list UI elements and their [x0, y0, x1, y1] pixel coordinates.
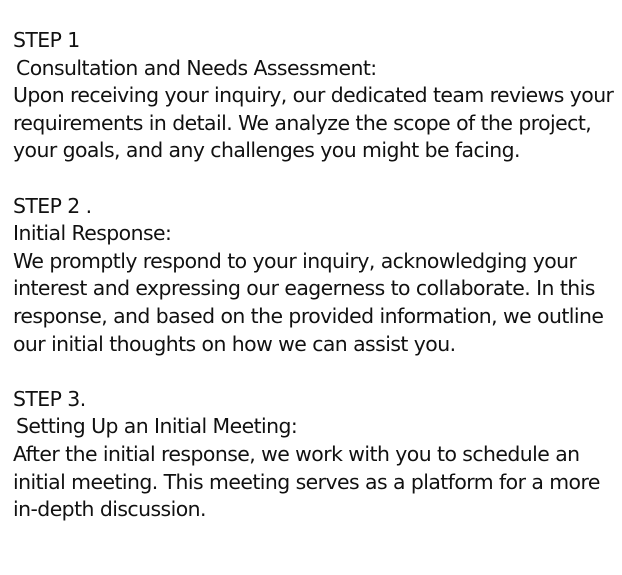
- step-2-body: We promptly respond to your inquiry, acknowledging your interest and expressing our eagerness to collaborate. In this response, and based on the provided information, we outline our initial thoughts on how we can assist you.: [13, 248, 604, 356]
- step-3-section: [13, 386, 618, 524]
- step-1-heading: STEP 1: [13, 28, 80, 52]
- process-steps-document: [13, 27, 618, 524]
- step-1-title: Consultation and Needs Assessment:: [16, 55, 377, 80]
- step-2-section: [13, 193, 618, 359]
- step-3-title: Setting Up an Initial Meeting:: [16, 414, 298, 439]
- step-3-heading: STEP 3.: [13, 386, 86, 411]
- step-2-title: Initial Response:: [13, 221, 172, 246]
- step-2-heading: STEP 2 .: [13, 193, 92, 218]
- step-3-body: After the initial response, we work with you to schedule an initial meeting. This meeting serves as a platform for a more in-depth discussion.: [13, 441, 600, 522]
- step-1-section: [13, 27, 618, 165]
- step-1-body: Upon receiving your inquiry, our dedicated team reviews your requirements in detail. We analyze the scope of the project, your goals, and any challenges you might be facing.: [13, 83, 614, 163]
